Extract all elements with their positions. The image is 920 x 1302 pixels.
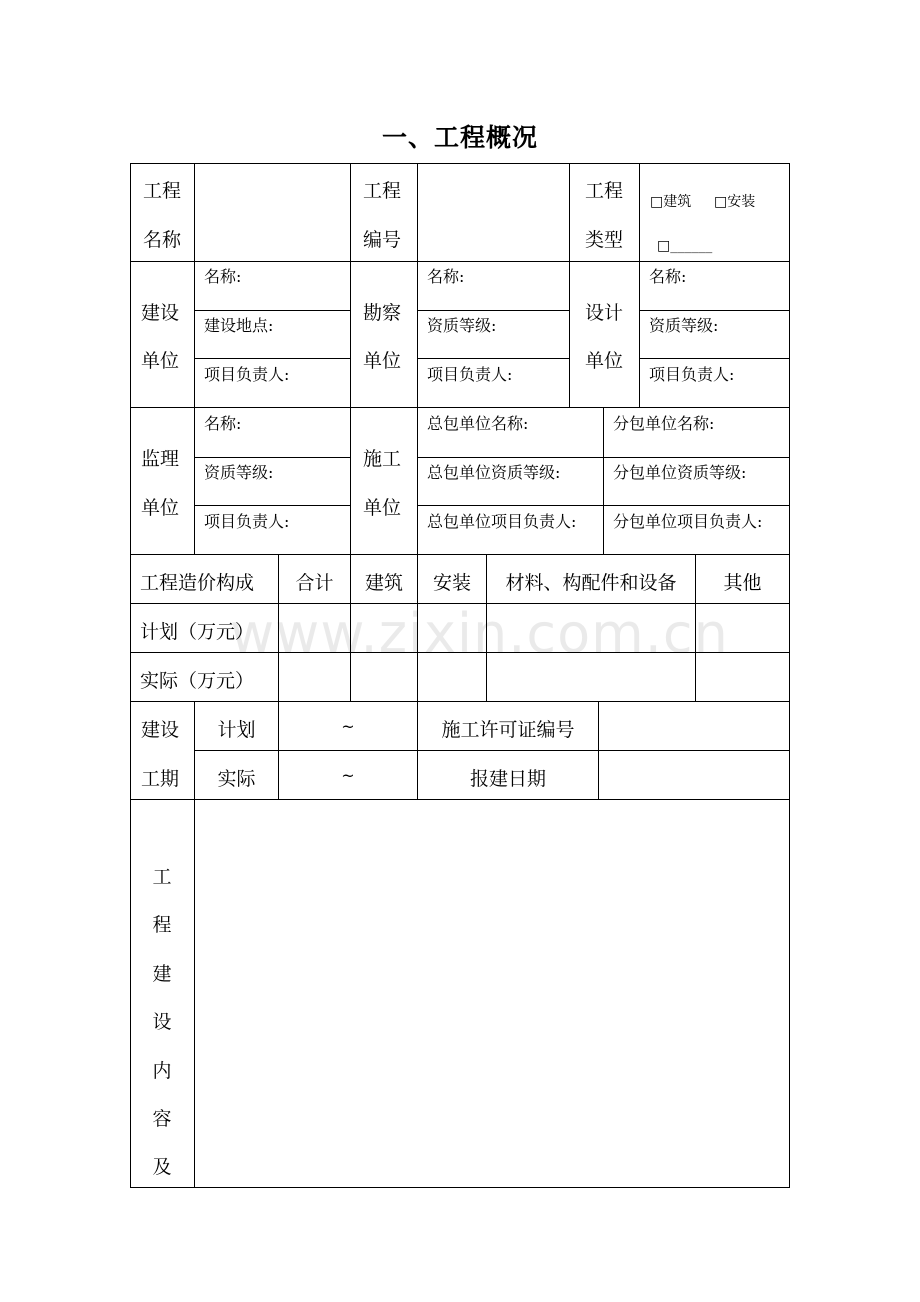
design-qualification-field[interactable]: 资质等级: bbox=[649, 316, 719, 335]
subcontractor-name-field[interactable]: 分包单位名称: bbox=[613, 414, 715, 433]
period-actual-label: 实际 bbox=[217, 768, 256, 790]
project-number-label-2: 编号 bbox=[363, 229, 402, 251]
cost-header-other: 其他 bbox=[723, 572, 762, 594]
content-field[interactable] bbox=[196, 801, 788, 1186]
contractor-unit-label-2: 单位 bbox=[363, 497, 402, 519]
type-option-installation[interactable]: □安装 bbox=[714, 194, 756, 210]
permit-number-field[interactable] bbox=[600, 703, 788, 749]
construction-unit-label-1: 建设 bbox=[141, 302, 180, 324]
supervision-unit-label-1: 监理 bbox=[141, 448, 180, 470]
period-plan-label: 计划 bbox=[217, 719, 256, 741]
cost-header-building: 建筑 bbox=[364, 572, 403, 594]
design-unit-label-2: 单位 bbox=[585, 350, 624, 372]
survey-name-field[interactable]: 名称: bbox=[427, 267, 465, 286]
content-label-char-4: 设 bbox=[152, 1011, 172, 1033]
contractor-unit-label-1: 施工 bbox=[363, 448, 402, 470]
cost-row-actual: 实际（万元） bbox=[140, 670, 255, 692]
survey-qualification-field[interactable]: 资质等级: bbox=[427, 316, 497, 335]
period-actual-range[interactable]: ~ bbox=[341, 766, 355, 785]
content-label-char-5: 内 bbox=[152, 1060, 172, 1082]
project-type-label-1: 工程 bbox=[585, 180, 624, 202]
design-manager-field[interactable]: 项目负责人: bbox=[649, 365, 735, 384]
cost-header-installation: 安装 bbox=[432, 572, 471, 594]
cost-header-materials: 材料、构配件和设备 bbox=[505, 572, 677, 594]
construction-manager-field[interactable]: 项目负责人: bbox=[204, 365, 290, 384]
cost-header-composition: 工程造价构成 bbox=[140, 572, 255, 594]
project-name-field[interactable] bbox=[196, 165, 349, 260]
content-label-char-3: 建 bbox=[152, 963, 172, 985]
report-date-label: 报建日期 bbox=[469, 768, 546, 790]
project-name-label-2: 名称 bbox=[143, 229, 182, 251]
general-contractor-qualification-field[interactable]: 总包单位资质等级: bbox=[427, 463, 561, 482]
project-name-label-1: 工程 bbox=[143, 180, 182, 202]
survey-unit-label-2: 单位 bbox=[363, 350, 402, 372]
construction-unit-label-2: 单位 bbox=[141, 350, 180, 372]
content-label-char-6: 容 bbox=[152, 1108, 172, 1130]
cost-header-total: 合计 bbox=[295, 572, 334, 594]
general-contractor-name-field[interactable]: 总包单位名称: bbox=[427, 414, 529, 433]
supervision-manager-field[interactable]: 项目负责人: bbox=[204, 512, 290, 531]
content-label-char-1: 工 bbox=[152, 866, 172, 888]
construction-name-field[interactable]: 名称: bbox=[204, 267, 242, 286]
project-number-field[interactable] bbox=[419, 165, 568, 260]
survey-manager-field[interactable]: 项目负责人: bbox=[427, 365, 513, 384]
report-date-field[interactable] bbox=[600, 752, 788, 798]
content-label-char-7: 及 bbox=[152, 1156, 172, 1178]
subcontractor-qualification-field[interactable]: 分包单位资质等级: bbox=[613, 463, 747, 482]
supervision-name-field[interactable]: 名称: bbox=[204, 414, 242, 433]
general-contractor-manager-field[interactable]: 总包单位项目负责人: bbox=[427, 512, 577, 531]
supervision-unit-label-2: 单位 bbox=[141, 497, 180, 519]
supervision-qualification-field[interactable]: 资质等级: bbox=[204, 463, 274, 482]
period-plan-range[interactable]: ~ bbox=[341, 717, 355, 736]
page-title: 一、工程概况 bbox=[381, 123, 538, 152]
type-option-other[interactable]: □______ bbox=[657, 238, 713, 254]
type-option-building[interactable]: □建筑 bbox=[650, 194, 692, 210]
permit-number-label: 施工许可证编号 bbox=[441, 719, 575, 741]
content-label-char-2: 程 bbox=[152, 914, 172, 936]
project-type-label-2: 类型 bbox=[585, 229, 624, 251]
survey-unit-label-1: 勘察 bbox=[363, 302, 402, 324]
period-label-2: 工期 bbox=[141, 768, 180, 790]
subcontractor-manager-field[interactable]: 分包单位项目负责人: bbox=[613, 512, 763, 531]
watermark: www.zixin.com.cn bbox=[230, 602, 729, 665]
cost-row-plan: 计划（万元） bbox=[140, 621, 255, 643]
construction-location-field[interactable]: 建设地点: bbox=[204, 316, 274, 335]
design-unit-label-1: 设计 bbox=[585, 302, 624, 324]
design-name-field[interactable]: 名称: bbox=[649, 267, 687, 286]
period-label-1: 建设 bbox=[141, 719, 180, 741]
project-number-label-1: 工程 bbox=[363, 180, 402, 202]
